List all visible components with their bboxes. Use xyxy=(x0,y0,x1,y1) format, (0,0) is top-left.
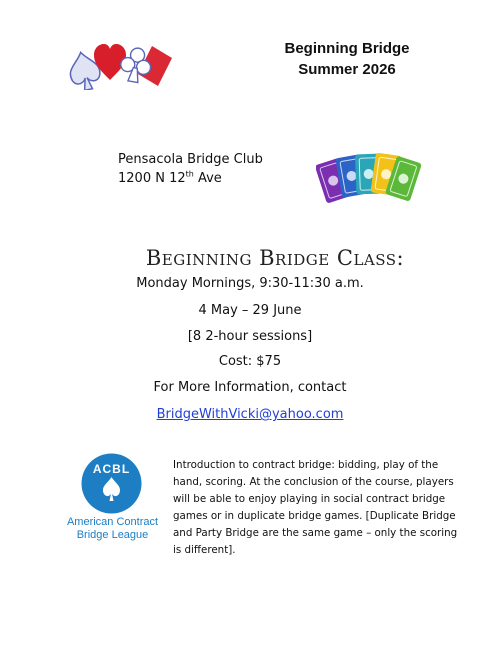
acbl-name-line-1: American Contract xyxy=(66,516,159,528)
class-dates: 4 May – 29 June xyxy=(198,303,302,318)
acbl-logo-icon xyxy=(81,453,142,514)
contact-label: For More Information, contact xyxy=(153,380,347,395)
title-line-2: Summer 2026 xyxy=(298,61,396,78)
class-sessions: [8 2-hour sessions] xyxy=(187,329,313,344)
address-prefix: 1200 N 12 xyxy=(118,171,186,186)
club-info xyxy=(118,150,288,188)
class-cost: Cost: $75 xyxy=(218,354,282,369)
acbl-name xyxy=(55,516,170,542)
address-suffix: Ave xyxy=(193,171,222,186)
acbl-name-line-2: Bridge League xyxy=(76,529,149,541)
playing-cards-icon xyxy=(316,146,426,211)
class-heading: Beginning Bridge Class: xyxy=(145,246,405,270)
title-line-1: Beginning Bridge xyxy=(284,40,410,57)
club-address xyxy=(118,169,288,188)
acbl-abbrev: ACBL xyxy=(92,462,131,476)
intro-paragraph: Introduction to contract bridge: bidding, play of the hand, scoring. At the conclusion of the course, players will be able to enjoy playing in social contract bridge games or in duplicate bridge games. [Duplicate Bridge and Party Bridge are the same game – only the scoring is different]. xyxy=(173,459,458,556)
class-schedule: Monday Mornings, 9:30-11:30 a.m. xyxy=(136,276,364,291)
address-sup: th xyxy=(185,169,194,179)
club-name: Pensacola Bridge Club xyxy=(118,152,263,167)
page-title xyxy=(262,38,432,80)
contact-email-link[interactable]: BridgeWithVicki@yahoo.com xyxy=(156,407,344,422)
card-suits-icon xyxy=(60,40,175,90)
